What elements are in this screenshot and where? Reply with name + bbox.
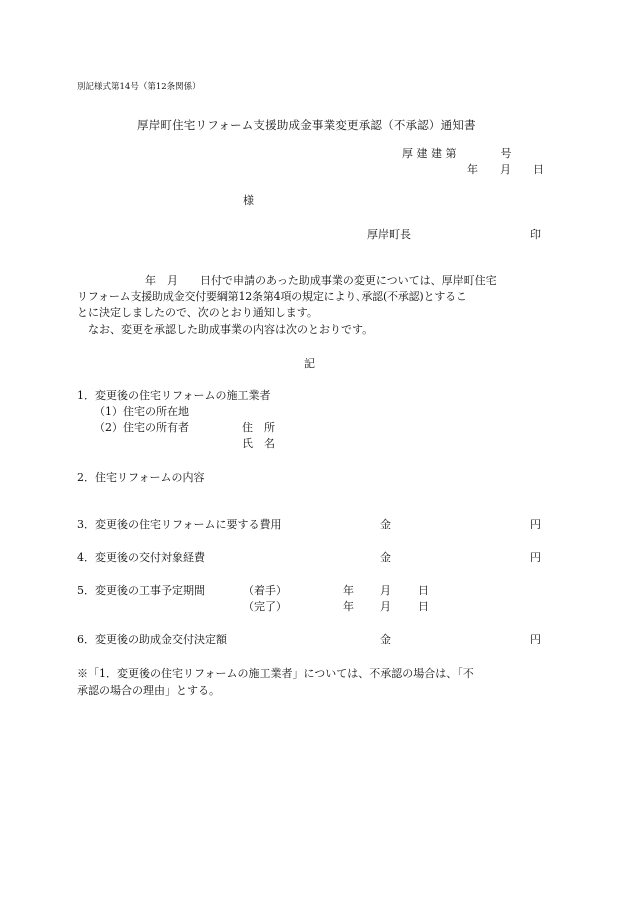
item1-sub1: （1）住宅の所在地 [94,405,189,418]
issuer-name: 厚岸町長 [367,228,411,241]
item4-yen: 円 [530,551,541,564]
note-line-1: ※「1．変更後の住宅リフォームの施工業者」については、不承認の場合は、「不 [77,667,474,680]
item3-kin: 金 [380,518,391,531]
form-number: 別記様式第14号（第12条関係） [77,82,201,92]
item4-label: 4．変更後の交付対象経費 [77,551,205,564]
item5-end-year: 年 [343,600,354,613]
note-line-2: 承認の場合の理由」とする。 [77,684,220,697]
body-line-4: なお、変更を承認した助成事業の内容は次のとおりです。 [88,323,374,336]
item5-end-month: 月 [380,600,391,613]
item3-yen: 円 [530,518,541,531]
item2-label: 2．住宅リフォームの内容 [77,471,205,484]
issue-date: 年 月 日 [467,163,544,176]
body-line-3: とに決定しましたので、次のとおり通知します。 [77,306,318,319]
item1-sub2: （2）住宅の所有者 [94,421,189,434]
item6-label: 6．変更後の助成金交付決定額 [77,633,227,646]
item5-start-day: 日 [418,584,429,597]
seal-mark: 印 [530,228,541,241]
item5-start-label: （着手） [243,584,287,597]
item1-label: 1．変更後の住宅リフォームの施工業者 [77,389,271,402]
item6-kin: 金 [380,633,391,646]
ki-heading: 記 [304,357,315,370]
item5-start-month: 月 [380,584,391,597]
reference-number: 厚 建 建 第 号 [402,147,512,160]
item1-name-label: 氏 名 [242,437,275,450]
item5-label: 5．変更後の工事予定期間 [77,584,205,597]
item4-kin: 金 [380,551,391,564]
addressee-sama: 様 [243,194,254,207]
body-line-2: リフォーム支援助成金交付要綱第12条第4項の規定により､承認(不承認)とするこ [77,290,467,303]
body-line-1: 年 月 日付で申請のあった助成事業の変更については、厚岸町住宅 [145,274,497,287]
item6-yen: 円 [530,633,541,646]
item5-end-day: 日 [418,600,429,613]
document-title: 厚岸町住宅リフォーム支援助成金事業変更承認（不承認）通知書 [137,118,476,132]
item5-end-label: （完了） [243,600,287,613]
item1-address-label: 住 所 [242,421,275,434]
item5-start-year: 年 [343,584,354,597]
item3-label: 3．変更後の住宅リフォームに要する費用 [77,518,282,531]
